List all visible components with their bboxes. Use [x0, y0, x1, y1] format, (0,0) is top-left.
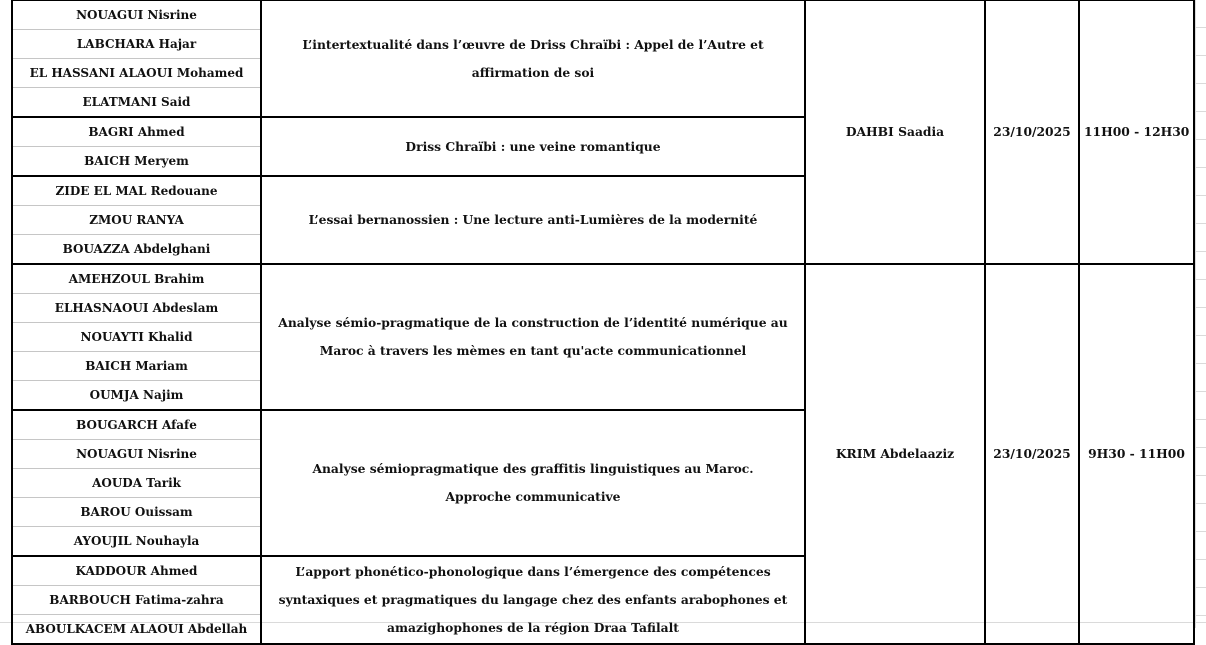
student-name[interactable]: AOUDA Tarik: [12, 469, 261, 498]
supervisor-name[interactable]: KRIM Abdelaaziz: [805, 264, 985, 644]
student-name[interactable]: BARBOUCH Fatima-zahra: [12, 586, 261, 615]
thesis-subject[interactable]: L’apport phonético-phonologique dans l’émergence des compétences syntaxiques et pragmatiques du langage chez des enfants arabophones et amazighophones de la région Draa Tafilalt: [261, 556, 805, 644]
thesis-subject-line-2: Approche communicative: [445, 489, 621, 504]
student-name[interactable]: ABOULKACEM ALAOUI Abdellah: [12, 615, 261, 645]
student-name[interactable]: NOUAYTI Khalid: [12, 323, 261, 352]
defense-time[interactable]: 11H00 - 12H30: [1079, 0, 1194, 264]
thesis-subject[interactable]: [261, 410, 805, 556]
student-name[interactable]: OUMJA Najim: [12, 381, 261, 411]
sheet-grid-margin: [1195, 0, 1206, 628]
student-name[interactable]: LABCHARA Hajar: [12, 30, 261, 59]
supervisor-name[interactable]: DAHBI Saadia: [805, 0, 985, 264]
student-name[interactable]: EL HASSANI ALAOUI Mohamed: [12, 59, 261, 88]
student-name[interactable]: AMEHZOUL Brahim: [12, 264, 261, 294]
defense-schedule-table: [11, 0, 1195, 645]
student-name[interactable]: ELHASNAOUI Abdeslam: [12, 294, 261, 323]
thesis-subject[interactable]: L’intertextualité dans l’œuvre de Driss Chraïbi : Appel de l’Autre et affirmation de soi: [261, 0, 805, 117]
thesis-subject[interactable]: L’essai bernanossien : Une lecture anti-Lumières de la modernité: [261, 176, 805, 264]
student-name[interactable]: BAICH Mariam: [12, 352, 261, 381]
student-name[interactable]: ZMOU RANYA: [12, 206, 261, 235]
student-name[interactable]: ZIDE EL MAL Redouane: [12, 176, 261, 206]
student-name[interactable]: BOUAZZA Abdelghani: [12, 235, 261, 265]
thesis-subject[interactable]: Analyse sémio-pragmatique de la construction de l’identité numérique au Maroc à travers les mèmes en tant qu'acte communicationnel: [261, 264, 805, 410]
table-row: [12, 264, 1194, 294]
defense-date[interactable]: 23/10/2025: [985, 264, 1079, 644]
table-row: [12, 0, 1194, 30]
student-name[interactable]: BOUGARCH Afafe: [12, 410, 261, 440]
defense-time[interactable]: 9H30 - 11H00: [1079, 264, 1194, 644]
student-name[interactable]: NOUAGUI Nisrine: [12, 0, 261, 30]
student-name[interactable]: ELATMANI Said: [12, 88, 261, 118]
student-name[interactable]: AYOUJIL Nouhayla: [12, 527, 261, 557]
student-name[interactable]: BAGRI Ahmed: [12, 117, 261, 147]
student-name[interactable]: NOUAGUI Nisrine: [12, 440, 261, 469]
student-name[interactable]: BAICH Meryem: [12, 147, 261, 177]
student-name[interactable]: BAROU Ouissam: [12, 498, 261, 527]
student-name[interactable]: KADDOUR Ahmed: [12, 556, 261, 586]
thesis-subject[interactable]: Driss Chraïbi : une veine romantique: [261, 117, 805, 176]
thesis-subject-line-1: Analyse sémiopragmatique des graffitis linguistiques au Maroc.: [312, 461, 754, 476]
defense-date[interactable]: 23/10/2025: [985, 0, 1079, 264]
